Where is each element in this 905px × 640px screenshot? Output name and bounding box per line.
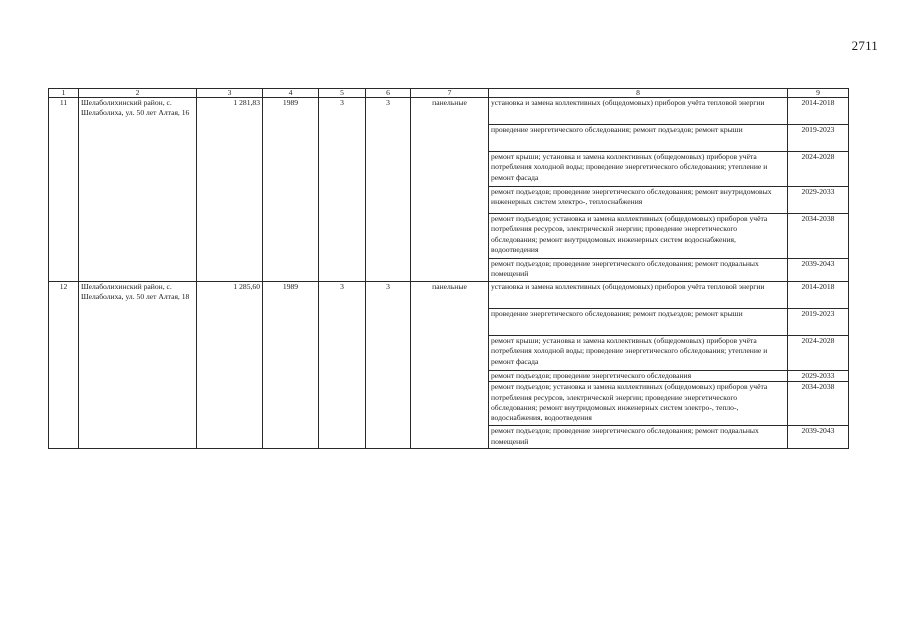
work-period: 2039-2043	[788, 259, 849, 282]
work-description: ремонт подъездов; установка и замена коллективных (общедомовых) приборов учёта потребления ресурсов, электрической энергии; проведение энергетического обследования; ремонт внутридомовых инженерных систем электро-, тепло-, водоснабжения, водоотведения	[489, 382, 788, 426]
work-period: 2039-2043	[788, 426, 849, 449]
work-description: ремонт подъездов; проведение энергетического обследования; ремонт внутридомовых инженерных систем электро-, теплоснабжения	[489, 187, 788, 214]
building-year: 1989	[263, 282, 319, 449]
work-description: ремонт подъездов; установка и замена коллективных (общедомовых) приборов учёта потребления ресурсов, электрической энергии; проведение энергетического обследования; ремонт внутридомовых инженерных систем водоснабжения, водоотведения	[489, 214, 788, 259]
column-header: 1	[49, 89, 79, 98]
building-number: 12	[49, 282, 79, 449]
building-area: 1 285,60	[197, 282, 263, 449]
column-header: 7	[411, 89, 489, 98]
work-description: ремонт подъездов; проведение энергетического обследования	[489, 371, 788, 382]
work-description: ремонт подъездов; проведение энергетического обследования; ремонт подвальных помещений	[489, 426, 788, 449]
work-description: ремонт крыши; установка и замена коллективных (общедомовых) приборов учёта потребления холодной воды; проведение энергетического обследования; утепление и ремонт фасада	[489, 336, 788, 371]
work-description: установка и замена коллективных (общедомовых) приборов учёта тепловой энергии	[489, 98, 788, 125]
table-row	[49, 98, 849, 125]
column-header: 4	[263, 89, 319, 98]
work-description: проведение энергетического обследования; ремонт подъездов; ремонт крыши	[489, 125, 788, 152]
page-number: 2711	[851, 38, 878, 53]
building-area: 1 281,83	[197, 98, 263, 282]
work-period: 2034-2038	[788, 214, 849, 259]
building-address: Шелаболихинский район, с. Шелаболиха, ул. 50 лет Алтая, 16	[79, 98, 197, 282]
column-header: 6	[366, 89, 411, 98]
building-entrances: 3	[366, 98, 411, 282]
work-period: 2029-2033	[788, 371, 849, 382]
column-header: 8	[489, 89, 788, 98]
work-period: 2024-2028	[788, 336, 849, 371]
building-year: 1989	[263, 98, 319, 282]
work-description: ремонт подъездов; проведение энергетического обследования; ремонт подвальных помещений	[489, 259, 788, 282]
work-period: 2024-2028	[788, 152, 849, 187]
work-period: 2019-2023	[788, 309, 849, 336]
work-description: проведение энергетического обследования; ремонт подъездов; ремонт крыши	[489, 309, 788, 336]
building-address: Шелаболихинский район, с. Шелаболиха, ул. 50 лет Алтая, 18	[79, 282, 197, 449]
housing-register-table	[48, 88, 849, 449]
table-row	[49, 282, 849, 309]
work-period: 2029-2033	[788, 187, 849, 214]
work-description: ремонт крыши; установка и замена коллективных (общедомовых) приборов учёта потребления холодной воды; проведение энергетического обследования; утепление и ремонт фасада	[489, 152, 788, 187]
column-header: 9	[788, 89, 849, 98]
building-entrances: 3	[366, 282, 411, 449]
work-period: 2019-2023	[788, 125, 849, 152]
work-description: установка и замена коллективных (общедомовых) приборов учёта тепловой энергии	[489, 282, 788, 309]
building-floors: 3	[319, 98, 366, 282]
work-period: 2034-2038	[788, 382, 849, 426]
column-header: 3	[197, 89, 263, 98]
building-wall-material: панельные	[411, 282, 489, 449]
work-period: 2014-2018	[788, 98, 849, 125]
building-number: 11	[49, 98, 79, 282]
column-header: 5	[319, 89, 366, 98]
building-wall-material: панельные	[411, 98, 489, 282]
building-floors: 3	[319, 282, 366, 449]
work-period: 2014-2018	[788, 282, 849, 309]
column-header: 2	[79, 89, 197, 98]
column-number-row	[49, 89, 849, 98]
